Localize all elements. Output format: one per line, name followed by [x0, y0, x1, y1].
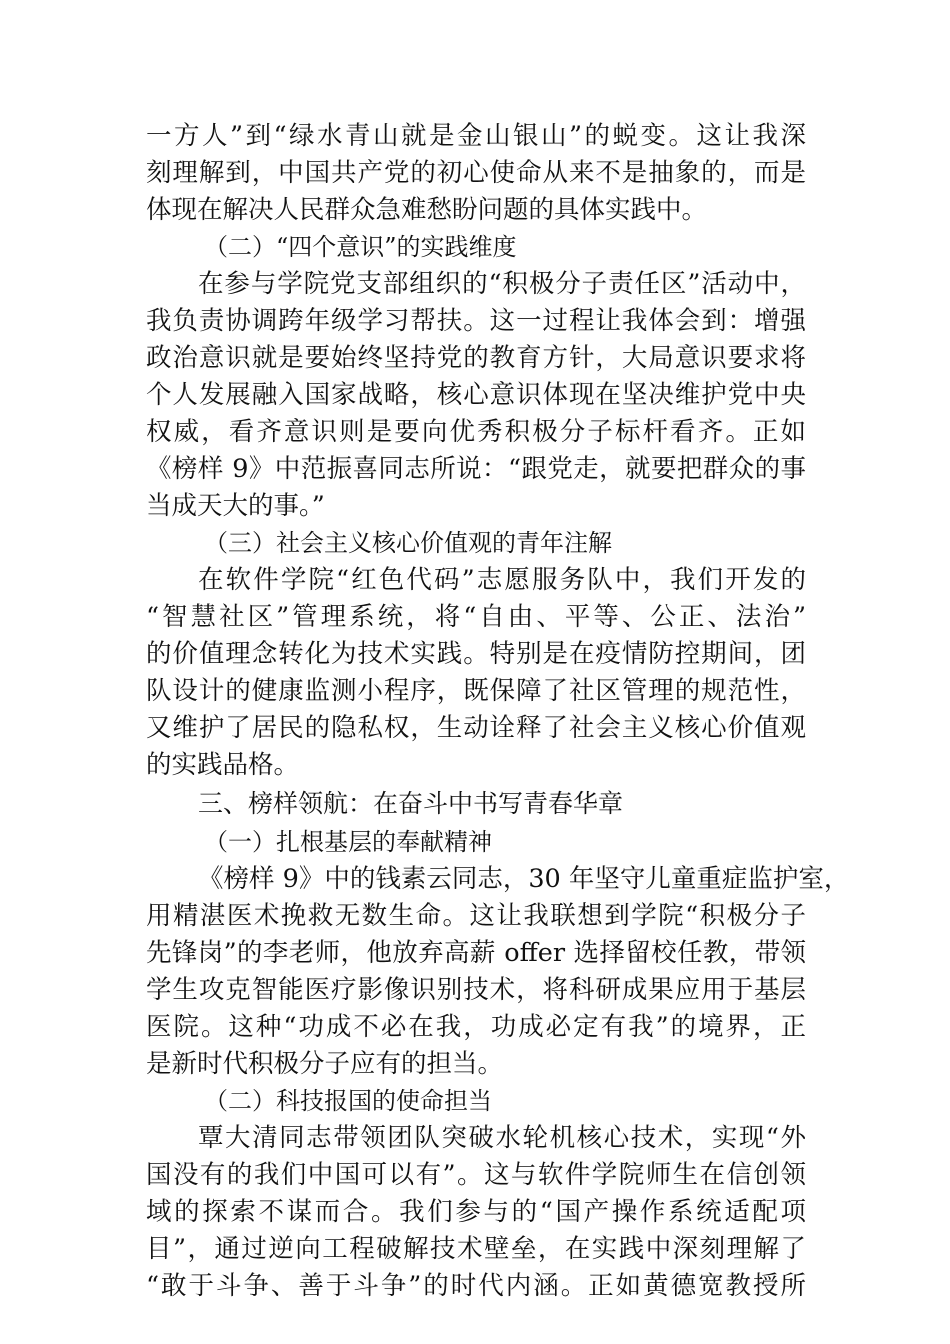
text-line: 域的探索不谋而合。我们参与的“国产操作系统适配项 — [146, 1197, 806, 1227]
text-line: 刻理解到，中国共产党的初心使命从来不是抽象的，而是 — [146, 158, 806, 188]
paragraph-grassroots — [146, 861, 850, 1083]
text-line: 《榜样 9》中的钱素云同志，30 年坚守儿童重症监护室， — [198, 864, 850, 894]
text-line: 权威，看齐意识则是要向优秀积极分子标杆看齐。正如 — [146, 417, 806, 447]
text-line: 《榜样 9》中范振喜同志所说：“跟党走，就要把群众的事 — [146, 454, 806, 484]
text-line: 我负责协调跨年级学习帮扶。这一过程让我体会到：增强 — [146, 306, 806, 336]
text-line: 体现在解决人民群众急难愁盼问题的具体实践中。 — [146, 195, 708, 225]
text-line: 目”，通过逆向工程破解技术壁垒，在实践中深刻理解了 — [146, 1234, 806, 1264]
text-line: 个人发展融入国家战略，核心意识体现在坚决维护党中央 — [146, 380, 806, 410]
text-line: 用精湛医术挽救无数生命。这让我联想到学院“积极分子 — [146, 901, 806, 931]
paragraph-continuation — [146, 118, 806, 229]
subsection-heading-core-values: （三）社会主义核心价值观的青年注解 — [204, 529, 612, 557]
text-line: 政治意识就是要始终坚持党的教育方针，大局意识要求将 — [146, 343, 806, 373]
text-line: 的实践品格。 — [146, 750, 300, 780]
subsection-heading-grassroots: （一）扎根基层的奉献精神 — [204, 828, 492, 856]
section-heading-role-models: 三、榜样领航：在奋斗中书写青春华章 — [198, 789, 624, 818]
text-line: “敢于斗争、善于斗争”的时代内涵。正如黄德宽教授所 — [146, 1271, 806, 1301]
text-line: 在参与学院党支部组织的“积极分子责任区”活动中， — [198, 269, 806, 299]
text-line: 的价值理念转化为技术实践。特别是在疫情防控期间，团 — [146, 639, 806, 669]
paragraph-tech-patriotism — [146, 1120, 806, 1305]
paragraph-four-consciousness — [146, 266, 806, 525]
text-line: 学生攻克智能医疗影像识别技术，将科研成果应用于基层 — [146, 975, 806, 1005]
text-line: 一方人”到“绿水青山就是金山银山”的蜕变。这让我深 — [146, 121, 806, 151]
text-line: 当成天大的事。” — [146, 491, 325, 521]
text-line: 先锋岗”的李老师，他放弃高薪 offer 选择留校任教，带领 — [146, 938, 806, 968]
text-line: 国没有的我们中国可以有”。这与软件学院师生在信创领 — [146, 1160, 806, 1190]
paragraph-core-values — [146, 562, 806, 784]
subsection-heading-four-consciousness: （二）“四个意识”的实践维度 — [204, 233, 517, 261]
text-line: “智慧社区”管理系统，将“自由、平等、公正、法治” — [146, 602, 806, 632]
text-line: 队设计的健康监测小程序，既保障了社区管理的规范性， — [146, 676, 806, 706]
text-line: 是新时代积极分子应有的担当。 — [146, 1049, 504, 1079]
text-line: 又维护了居民的隐私权，生动诠释了社会主义核心价值观 — [146, 713, 806, 743]
text-line: 覃大清同志带领团队突破水轮机核心技术，实现“外 — [198, 1123, 806, 1153]
subsection-heading-tech-patriotism: （二）科技报国的使命担当 — [204, 1087, 492, 1115]
text-line: 医院。这种“功成不必在我，功成必定有我”的境界，正 — [146, 1012, 806, 1042]
text-line: 在软件学院“红色代码”志愿服务队中，我们开发的 — [198, 565, 806, 595]
document-page — [146, 118, 850, 1305]
